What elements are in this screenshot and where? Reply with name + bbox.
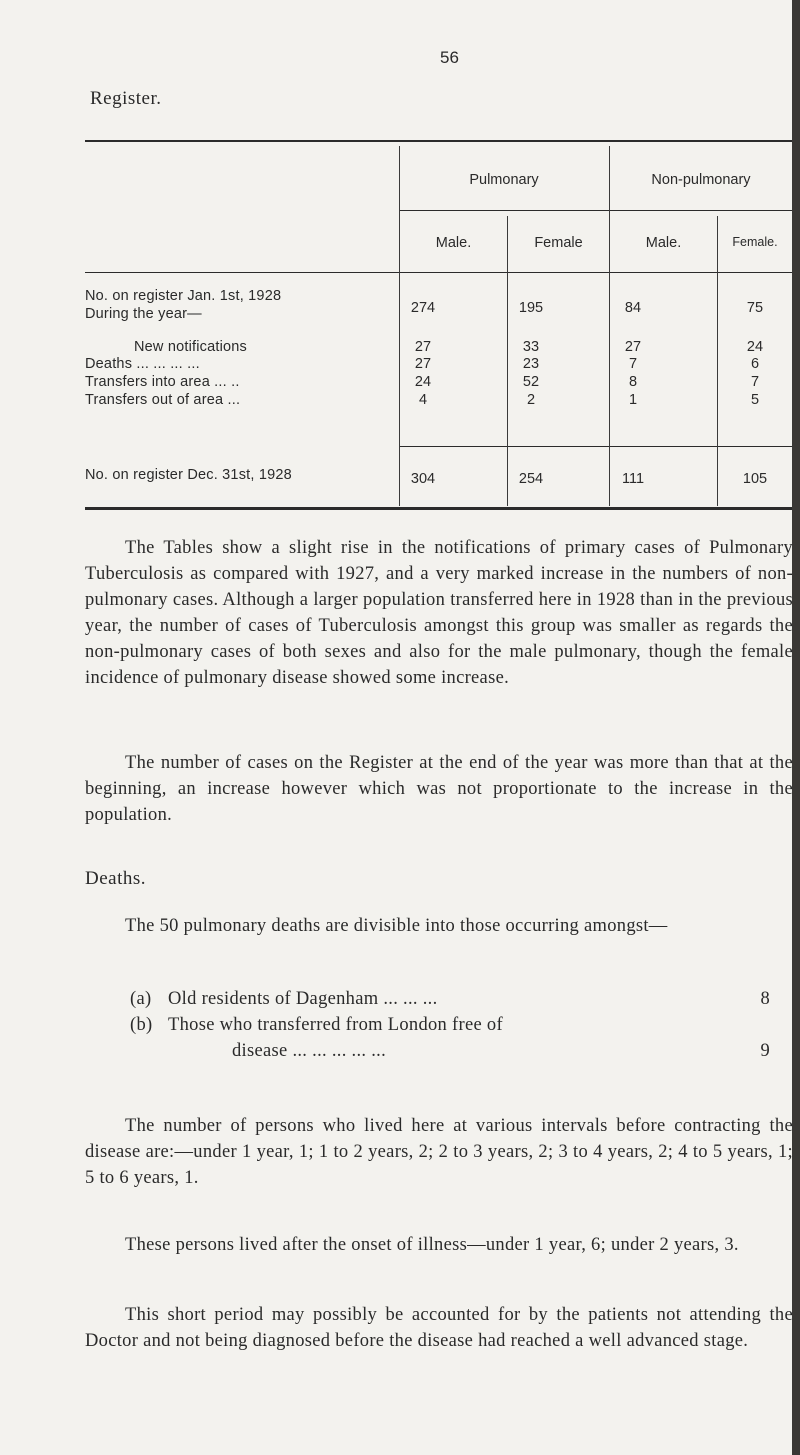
list-item-text: disease ... ... ... ... ... xyxy=(232,1041,387,1061)
cell-tout-nonpulm-male: 1 xyxy=(628,392,638,408)
paragraph-short-period: This short period may possibly be accounted for by the patients not attending the Doctor and not being diagnosed before the disease had reached a well advanced stage. xyxy=(85,1305,793,1351)
table-top-rule xyxy=(85,140,792,142)
deaths-heading: Deaths. xyxy=(85,868,147,889)
list-item-text: Old residents of Dagenham ... ... ... xyxy=(168,989,438,1009)
header-bottom-rule xyxy=(85,272,792,273)
cell-tin-pulm-female: 52 xyxy=(522,374,540,390)
col-divider-3 xyxy=(609,146,610,506)
col-divider-1 xyxy=(399,146,400,506)
cell-deaths-pulm-male: 27 xyxy=(414,356,432,372)
death-list xyxy=(130,986,770,1064)
list-item-tag: (b) xyxy=(130,1015,153,1035)
cell-deaths-pulm-female: 23 xyxy=(522,356,540,372)
row-label-transfers-out: Transfers out of area ... xyxy=(85,392,241,408)
list-item xyxy=(130,1038,770,1064)
cell-tout-pulm-female: 2 xyxy=(526,392,536,408)
list-item-tag xyxy=(130,1038,160,1064)
list-item xyxy=(130,1012,770,1038)
cell-tin-pulm-male: 24 xyxy=(414,374,432,390)
paragraph-pulmonary-deaths: The 50 pulmonary deaths are divisible into those occurring amongst— xyxy=(125,916,668,936)
cell-deaths-nonpulm-male: 7 xyxy=(628,356,638,372)
col-divider-4 xyxy=(717,216,718,506)
cell-dec-pulm-male: 304 xyxy=(410,471,436,487)
row-label-deaths: Deaths ... ... ... ... xyxy=(85,356,200,372)
cell-dec-pulm-female: 254 xyxy=(518,471,544,487)
row-label-notifications: New notifications xyxy=(134,339,248,355)
cell-tout-nonpulm-female: 5 xyxy=(750,392,760,408)
header-nonpulm-male: Male. xyxy=(645,235,682,251)
page-edge xyxy=(792,0,800,1455)
header-nonpulm-female: Female. xyxy=(732,235,778,249)
list-item xyxy=(130,986,770,1012)
header-pulmonary: Pulmonary xyxy=(469,172,539,188)
header-pulm-female: Female xyxy=(534,235,583,251)
cell-tin-nonpulm-male: 8 xyxy=(628,374,638,390)
register-table xyxy=(85,140,792,512)
list-item-text: Those who transferred from London free of xyxy=(168,1015,503,1035)
paragraph-tables: The Tables show a slight rise in the notifications of primary cases of Pulmonary Tuberculosis as compared with 1927, and a very marked increase in the numbers of non-pulmonary cases. Although a larger population transferred here in 1928 than in the previous year, the number of cases of Tuberculosis amongst this group was smaller as regards the non-pulmonary cases of both sexes and also for the male pulmonary, though the female incidence of pulmonary disease showed some increase. xyxy=(85,538,793,688)
cell-jan-nonpulm-female: 75 xyxy=(746,300,764,316)
row-label-jan: No. on register Jan. 1st, 1928 xyxy=(85,288,282,304)
list-item-value: 9 xyxy=(760,1041,770,1061)
row-label-transfers-in: Transfers into area ... .. xyxy=(85,374,240,390)
cell-jan-nonpulm-male: 84 xyxy=(624,300,642,316)
paragraph-intervals: The number of persons who lived here at various intervals before contracting the disease are:—under 1 year, 1; 1 to 2 years, 2; 2 to 3 years, 2; 3 to 4 years, 2; 4 to 5 years, 1; 5 to 6 years, 1. xyxy=(85,1116,793,1188)
cell-dec-nonpulm-female: 105 xyxy=(742,471,768,487)
register-heading: Register. xyxy=(90,88,162,109)
page-number: 56 xyxy=(440,48,459,67)
cell-dec-nonpulm-male: 111 xyxy=(621,471,645,487)
paragraph-survival: These persons lived after the onset of illness—under 1 year, 6; under 2 years, 3. xyxy=(125,1235,739,1255)
table-bottom-rule xyxy=(85,507,792,510)
row-label-dec: No. on register Dec. 31st, 1928 xyxy=(85,467,292,483)
list-item-value xyxy=(740,1012,770,1038)
cell-tout-pulm-male: 4 xyxy=(418,392,428,408)
cell-notif-pulm-male: 27 xyxy=(414,339,432,355)
list-item-tag: (a) xyxy=(130,989,152,1009)
paragraph-register-end: The number of cases on the Register at the end of the year was more than that at the beginning, an increase however which was not proportionate to the increase in the population. xyxy=(85,753,793,825)
total-top-rule xyxy=(400,446,792,447)
cell-jan-pulm-male: 274 xyxy=(410,300,436,316)
cell-notif-nonpulm-female: 24 xyxy=(746,339,764,355)
row-label-during: During the year— xyxy=(85,306,202,322)
header-non-pulmonary: Non-pulmonary xyxy=(651,172,751,188)
cell-notif-nonpulm-male: 27 xyxy=(624,339,642,355)
cell-jan-pulm-female: 195 xyxy=(518,300,544,316)
cell-deaths-nonpulm-female: 6 xyxy=(750,356,760,372)
list-item-value: 8 xyxy=(760,989,770,1009)
header-pulm-male: Male. xyxy=(435,235,472,251)
group-underline xyxy=(400,210,792,211)
cell-tin-nonpulm-female: 7 xyxy=(750,374,760,390)
cell-notif-pulm-female: 33 xyxy=(522,339,540,355)
